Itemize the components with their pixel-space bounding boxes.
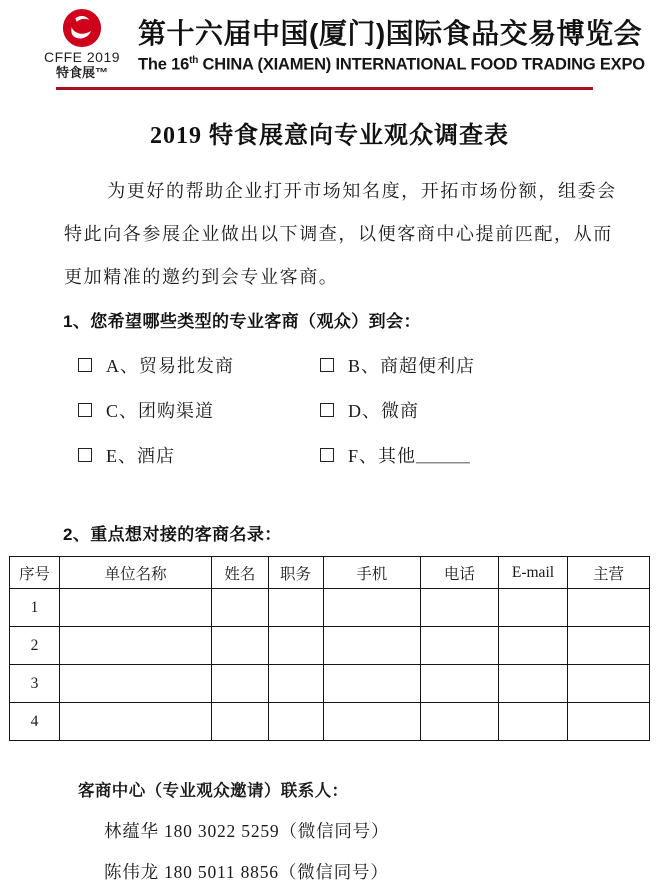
option-b (320, 352, 659, 378)
table-row (10, 703, 650, 741)
expo-title-en-pre: The 16 (138, 55, 190, 74)
table-input-cell[interactable] (268, 589, 323, 627)
expo-title-en-ordinal: th (189, 55, 199, 66)
question1-options (78, 352, 659, 468)
table-input-cell[interactable] (212, 703, 268, 741)
table-input-cell[interactable] (568, 665, 650, 703)
option-f (320, 442, 659, 468)
table-input-cell[interactable] (268, 665, 323, 703)
table-input-cell[interactable] (323, 665, 420, 703)
contact-person: 林蕴华 180 3022 5259（微信同号） (104, 821, 390, 841)
checkbox-icon[interactable] (320, 448, 334, 462)
option-a (78, 352, 320, 378)
option-label: F、其他 (348, 446, 417, 466)
col-header-mobile: 手机 (323, 557, 420, 589)
table-input-cell[interactable] (568, 627, 650, 665)
col-header-company: 单位名称 (59, 557, 211, 589)
contact-heading: 客商中心（专业观众邀请）联系人： (78, 782, 349, 800)
question1-heading: 1、您希望哪些类型的专业客商（观众）到会： (63, 312, 421, 331)
table-row (10, 665, 650, 703)
intro-line: 更加精准的邀约到会专业客商。 (64, 267, 339, 287)
checkbox-icon[interactable] (320, 403, 334, 417)
intro-line: 特此向各参展企业做出以下调查，以便客商中心提前匹配，从而 (64, 224, 613, 244)
option-label: E、酒店 (106, 446, 175, 466)
header-divider (56, 87, 593, 90)
table-input-cell[interactable] (323, 627, 420, 665)
table-input-cell[interactable] (59, 627, 211, 665)
checkbox-icon[interactable] (78, 403, 92, 417)
question2-heading: 2、重点想对接的客商名录： (63, 525, 282, 544)
table-input-cell[interactable] (498, 589, 567, 627)
table-input-cell[interactable] (420, 665, 498, 703)
option-label: A、贸易批发商 (106, 356, 234, 376)
table-input-cell[interactable] (212, 589, 268, 627)
contact-person: 陈伟龙 180 5011 8856（微信同号） (104, 862, 389, 882)
table-input-cell[interactable] (498, 627, 567, 665)
table-input-cell[interactable] (420, 589, 498, 627)
col-header-business: 主营 (568, 557, 650, 589)
table-input-cell[interactable] (323, 589, 420, 627)
row-number: 2 (10, 627, 60, 665)
table-input-cell[interactable] (568, 703, 650, 741)
expo-title-block (138, 8, 645, 75)
table-input-cell[interactable] (568, 589, 650, 627)
checkbox-icon[interactable] (78, 448, 92, 462)
expo-title-cn: 第十六届中国(厦门)国际食品交易博览会 (138, 18, 643, 49)
doc-title: 2019 特食展意向专业观众调查表 (150, 123, 509, 149)
table-input-cell[interactable] (420, 627, 498, 665)
col-header-position: 职务 (268, 557, 323, 589)
table-input-cell[interactable] (212, 627, 268, 665)
cffe-logo-icon (61, 8, 103, 50)
intro-line: 为更好的帮助企业打开市场知名度，开拓市场份额，组委会 (107, 181, 617, 201)
table-input-cell[interactable] (212, 665, 268, 703)
table-input-cell[interactable] (498, 703, 567, 741)
option-c (78, 397, 320, 423)
table-row (10, 627, 650, 665)
expo-title-en (138, 55, 645, 75)
table-input-cell[interactable] (59, 589, 211, 627)
table-input-cell[interactable] (268, 703, 323, 741)
table-header-row (10, 557, 650, 589)
col-header-index: 序号 (10, 557, 60, 589)
cffe-logo (38, 8, 126, 80)
table-row (10, 589, 650, 627)
table-input-cell[interactable] (268, 627, 323, 665)
expo-title-en-post: CHINA (XIAMEN) INTERNATIONAL FOOD TRADING EXPO (198, 55, 645, 74)
logo-cffe-text: CFFE 2019 (43, 49, 121, 65)
table-input-cell[interactable] (420, 703, 498, 741)
col-header-email: E-mail (498, 557, 567, 589)
intro-paragraph (64, 170, 621, 299)
row-number: 4 (10, 703, 60, 741)
table-input-cell[interactable] (498, 665, 567, 703)
roster-table (9, 556, 650, 741)
other-blank-field[interactable]: ＿＿＿ (416, 445, 471, 465)
option-e (78, 442, 320, 468)
checkbox-icon[interactable] (320, 358, 334, 372)
table-input-cell[interactable] (323, 703, 420, 741)
option-d (320, 397, 659, 423)
logo-brand-text: 特食展™ (55, 65, 108, 80)
option-label: B、商超便利店 (348, 356, 476, 376)
row-number: 1 (10, 589, 60, 627)
option-label: C、团购渠道 (106, 401, 215, 421)
col-header-name: 姓名 (212, 557, 268, 589)
contact-section (0, 777, 659, 883)
table-input-cell[interactable] (59, 665, 211, 703)
table-input-cell[interactable] (59, 703, 211, 741)
row-number: 3 (10, 665, 60, 703)
expo-header (0, 0, 659, 82)
col-header-phone: 电话 (420, 557, 498, 589)
checkbox-icon[interactable] (78, 358, 92, 372)
option-label: D、微商 (348, 401, 419, 421)
